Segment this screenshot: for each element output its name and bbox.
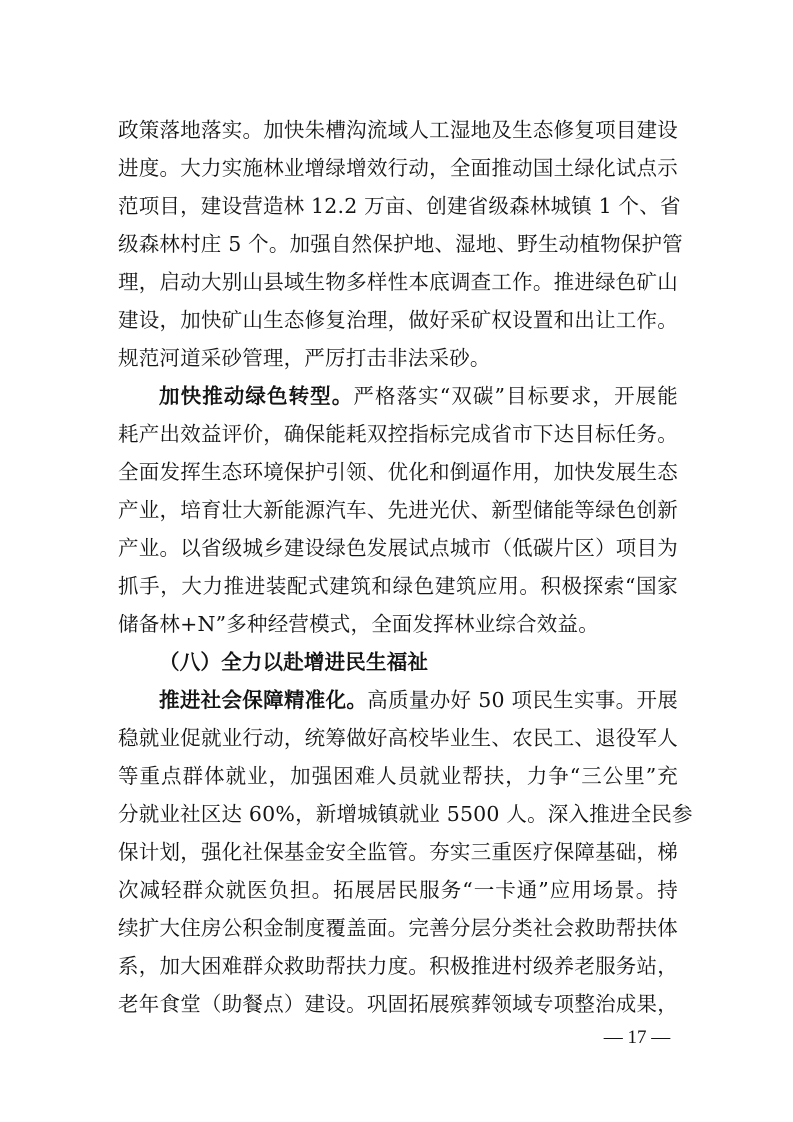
body-text	[118, 111, 693, 1023]
text-line: 产业。以省级城乡建设绿色发展试点城市（低碳片区）项目为	[118, 536, 678, 560]
text-line: 产业，培育壮大新能源汽车、先进光伏、新型储能等绿色创新	[118, 498, 678, 522]
text-line: 全面发挥生态环境保护引领、优化和倒逼作用，加快发展生态	[118, 460, 678, 484]
text-line: 政策落地落实。加快朱槽沟流域人工湿地及生态修复项目建设	[118, 118, 678, 142]
paragraph-lead: 加快推动绿色转型。	[159, 384, 354, 408]
text-line: 理，启动大别山县域生物多样性本底调查工作。推进绿色矿山	[118, 270, 678, 294]
text-line: 进度。大力实施林业增绿增效行动，全面推动国土绿化试点示	[118, 156, 678, 180]
text-line: 分就业社区达 60%，新增城镇就业 5500 人。深入推进全民参	[118, 802, 693, 826]
text-line: 抓手，大力推进装配式建筑和绿色建筑应用。积极探索“国家	[118, 574, 678, 598]
section-heading: （八）全力以赴增进民生福祉	[159, 650, 429, 674]
page-number: — 17 —	[603, 1027, 671, 1048]
text-line: 级森林村庄 5 个。加强自然保护地、湿地、野生动植物保护管	[118, 232, 683, 256]
text-line: 储备林+N”多种经营模式，全面发挥林业综合效益。	[118, 612, 599, 636]
text-line: 耗产出效益评价，确保能耗双控指标完成省市下达目标任务。	[118, 422, 678, 446]
text-line: 保计划，强化社保基金安全监管。夯实三重医疗保障基础，梯	[118, 840, 678, 864]
text-line: 老年食堂（助餐点）建设。巩固拓展殡葬领域专项整治成果，	[118, 992, 678, 1016]
text-line: 建设，加快矿山生态修复治理，做好采矿权设置和出让工作。	[118, 308, 678, 332]
paragraph-lead: 推进社会保障精准化。	[159, 688, 368, 712]
text-run: 严格落实“双碳”目标要求，开展能	[353, 384, 678, 408]
text-line: 续扩大住房公积金制度覆盖面。完善分层分类社会救助帮扶体	[118, 916, 678, 940]
text-run: 高质量办好 50 项民生实事。开展	[367, 688, 678, 712]
text-line: 范项目，建设营造林 12.2 万亩、创建省级森林城镇 1 个、省	[118, 194, 681, 218]
text-line: 稳就业促就业行动，统筹做好高校毕业生、农民工、退役军人	[118, 726, 678, 750]
paragraph-first-line	[118, 377, 678, 415]
text-line: 等重点群体就业，加强困难人员就业帮扶，力争“三公里”充	[118, 764, 678, 788]
text-line: 次减轻群众就医负担。拓展居民服务“一卡通”应用场景。持	[118, 878, 678, 902]
text-line: 系，加大困难群众救助帮扶力度。积极推进村级养老服务站，	[118, 954, 678, 978]
text-line: 规范河道采砂管理，严厉打击非法采砂。	[118, 346, 491, 370]
paragraph-first-line	[118, 681, 678, 719]
